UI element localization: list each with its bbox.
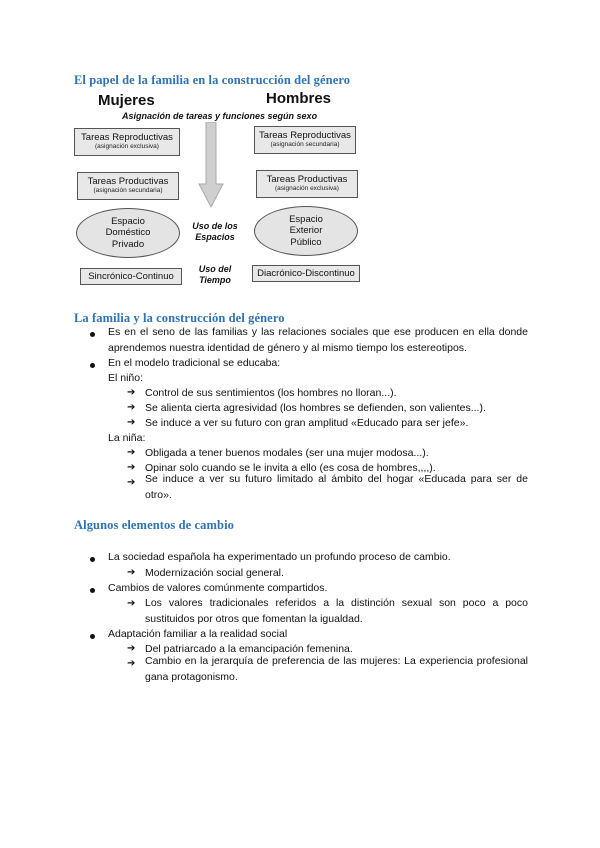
men-productive-note: (asignación exclusiva) [275, 185, 339, 192]
sub-modernizacion: Modernización social general. [145, 567, 284, 579]
section-heading-familia-genero: La familia y la construcción del género [74, 311, 285, 325]
section-heading-elementos-cambio: Algunos elementos de cambio [74, 518, 234, 532]
women-space-ellipse [76, 208, 180, 258]
women-productive-box [77, 172, 179, 200]
bullet-modelo-tradicional: En el modelo tradicional se educaba: [108, 357, 281, 369]
nino-item-2: Se alienta cierta agresividad (los hombres se defienden, son valientes...). [145, 402, 486, 414]
uso-tiempo-label [186, 264, 244, 286]
uso-espacios-label [186, 221, 244, 243]
sub-patriarcado: Del patriarcado a la emancipación femenina. [145, 643, 353, 655]
women-time-box [80, 268, 182, 285]
women-productive-note: (asignación secundaria) [93, 187, 163, 194]
uso-espacios-line1: Uso de los [192, 221, 238, 231]
arrow-right-icon: ➔ [127, 462, 136, 473]
men-title: Hombres [266, 90, 332, 107]
men-space-ellipse [254, 206, 358, 256]
bullet-icon [90, 634, 95, 639]
bullet-icon [90, 588, 95, 593]
sub-valores-tradicionales: Los valores tradicionales referidos a la distinción sexual son poco a poco sustituidos por otros que fomentan la igualdad. [145, 597, 528, 625]
arrow-right-icon: ➔ [127, 598, 136, 609]
arrow-right-icon: ➔ [127, 658, 136, 669]
bullet-adaptacion-familiar: Adaptación familiar a la realidad social [108, 628, 288, 640]
women-space-line2: Doméstico [105, 227, 151, 239]
men-productive-label: Tareas Productivas [266, 174, 348, 185]
bullet-icon [90, 557, 95, 562]
women-space-line1: Espacio [111, 215, 145, 227]
arrow-right-icon: ➔ [127, 447, 136, 458]
women-reproductive-box [74, 128, 180, 156]
nina-item-2: Opinar solo cuando se le invita a ello (es cosa de hombres,,,,). [145, 462, 436, 474]
women-title: Mujeres [98, 92, 155, 109]
bullet-icon [90, 332, 95, 337]
men-space-line3: Público [290, 236, 322, 248]
nina-item-3: Se induce a ver su futuro limitado al ámbito del hogar «Educada para ser de otro». [145, 473, 528, 501]
bullet-icon [90, 363, 95, 368]
men-space-line2: Exterior [289, 225, 323, 237]
men-reproductive-label: Tareas Reproductivas [259, 130, 351, 141]
diagram-subtitle: Asignación de tareas y funciones según sexo [122, 111, 318, 121]
uso-espacios-line2: Espacios [195, 232, 235, 242]
bullet-cambios-valores: Cambios de valores comúnmente compartidos. [108, 582, 328, 594]
arrow-right-icon: ➔ [127, 417, 136, 428]
women-space-line3: Privado [111, 238, 145, 250]
uso-tiempo-line2: Tiempo [199, 275, 231, 285]
men-productive-box [256, 170, 358, 198]
gender-diagram [0, 0, 600, 300]
nino-item-1: Control de sus sentimientos (los hombres no lloran...). [145, 387, 397, 399]
men-space-line1: Espacio [289, 213, 323, 225]
men-time-box [252, 265, 360, 282]
arrow-right-icon: ➔ [127, 402, 136, 413]
women-reproductive-label: Tareas Reproductivas [81, 132, 173, 143]
arrow-right-icon: ➔ [127, 567, 136, 578]
nina-label: La niña: [108, 432, 146, 444]
bullet-sociedad-espanola: La sociedad española ha experimentado un profundo proceso de cambio. [108, 551, 451, 563]
down-arrow-icon [198, 122, 224, 208]
nina-item-1: Obligada a tener buenos modales (ser una mujer modosa...). [145, 447, 429, 459]
nino-item-3: Se induce a ver su futuro con gran amplitud «Educado para ser jefe». [145, 417, 469, 429]
women-time-label: Sincrónico-Continuo [88, 271, 174, 282]
sub-jerarquia: Cambio en la jerarquía de preferencia de las mujeres: La experiencia profesional gana protagonismo. [145, 655, 528, 683]
men-reproductive-note: (asignación secundaria) [270, 141, 340, 148]
bullet-seno-familias: Es en el seno de las familias y las relaciones sociales que ese producen en ella donde aprendemos nuestra identidad de género y al mismo tiempo los estereotipos. [108, 326, 528, 354]
arrow-right-icon: ➔ [127, 477, 136, 488]
section-heading-papel-familia: El papel de la familia en la construcción del género [74, 73, 351, 87]
arrow-right-icon: ➔ [127, 387, 136, 398]
arrow-right-icon: ➔ [127, 643, 136, 654]
nino-label: El niño: [108, 372, 144, 384]
women-reproductive-note: (asignación exclusiva) [95, 143, 159, 150]
men-reproductive-box [254, 126, 356, 154]
uso-tiempo-line1: Uso del [198, 264, 232, 274]
men-time-label: Diacrónico-Discontinuo [257, 268, 355, 279]
women-productive-label: Tareas Productivas [87, 176, 169, 187]
